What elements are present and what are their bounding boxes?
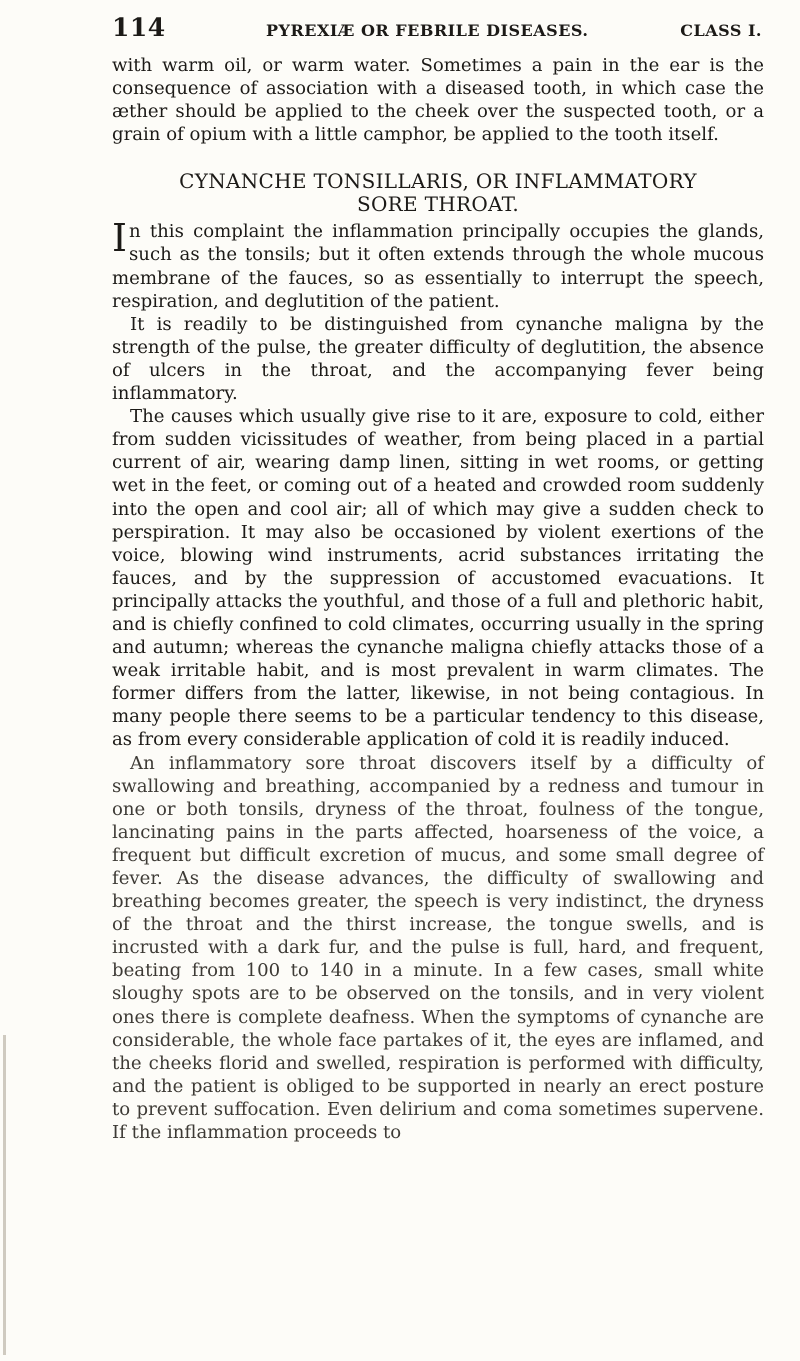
- section-heading: [112, 170, 764, 216]
- running-header: [112, 13, 762, 43]
- page-body: [112, 54, 764, 1144]
- opening-paragraph: [112, 216, 764, 312]
- page-edge-shadow: [3, 1035, 6, 1355]
- diagnosis-paragraph: It is readily to be distinguished from cynanche maligna by the strength of the pulse, the greater difficulty of deglutition, the absence of ulcers in the throat, and the accompanying fever being inflammatory.: [112, 313, 764, 405]
- opening-paragraph-text: n this complaint the inflammation principally occupies the glands, such as the tonsils; but it often extends through the whole mucous membrane of the fauces, so as essentially to interrupt the speech, respiration, and deglutition of the patient.: [112, 221, 764, 312]
- class-label: CLASS I.: [680, 21, 762, 40]
- page-number: 114: [112, 13, 166, 42]
- section-heading-line-2: SORE THROAT.: [356, 192, 520, 217]
- causes-paragraph: The causes which usually give rise to it are, exposure to cold, either from sudden vicissitudes of weather, from being placed in a partial current of air, wearing damp linen, sitting in wet rooms, or getting wet in the feet, or coming out of a heated and crowded room suddenly into the open and cool air; all of which may give a sudden check to perspiration. It may also be occasioned by violent exertions of the voice, blowing wind instruments, acrid substances irritating the fauces, and by the suppression of accustomed evacuations. It principally attacks the youthful, and those of a full and plethoric habit, and is chiefly confined to cold climates, occurring usually in the spring and autumn; whereas the cynanche maligna chiefly attacks those of a weak irritable habit, and is most prevalent in warm climates. The former differs from the latter, likewise, in not being contagious. In many people there seems to be a particular tendency to this disease, as from every considerable application of cold it is readily induced.: [112, 406, 764, 751]
- section-heading-line-1: CYNANCHE TONSILLARIS, OR INFLAMMATORY: [179, 169, 697, 194]
- running-title: PYREXIÆ OR FEBRILE DISEASES.: [266, 21, 589, 40]
- continuation-paragraph: with warm oil, or warm water. Sometimes a pain in the ear is the consequence of association with a diseased tooth, in which case the æther should be applied to the cheek over the suspected tooth, or a grain of opium with a little camphor, be applied to the tooth itself.: [112, 55, 764, 146]
- symptoms-paragraph: An inflammatory sore throat discovers itself by a difficulty of swallowing and breathing, accompanied by a redness and tumour in one or both tonsils, dryness of the throat, foulness of the tongue, lancinating pains in the parts affected, hoarseness of the voice, a frequent but difficult excretion of mucus, and some small degree of fever. As the disease advances, the difficulty of swallowing and breathing becomes greater, the speech is very indistinct, the dryness of the throat and the thirst increase, the tongue swells, and is incrusted with a dark fur, and the pulse is full, hard, and frequent, beating from 100 to 140 in a minute. In a few cases, small white sloughy spots are to be observed on the tonsils, and in very violent ones there is complete deafness. When the symptoms of cynanche are considerable, the whole face partakes of it, the eyes are inflamed, and the cheeks florid and swelled, respiration is performed with difficulty, and the patient is obliged to be supported in nearly an erect posture to prevent suffocation. Even delirium and coma sometimes supervene. If the inflammation proceeds to: [112, 752, 764, 1144]
- drop-cap: I: [112, 216, 128, 261]
